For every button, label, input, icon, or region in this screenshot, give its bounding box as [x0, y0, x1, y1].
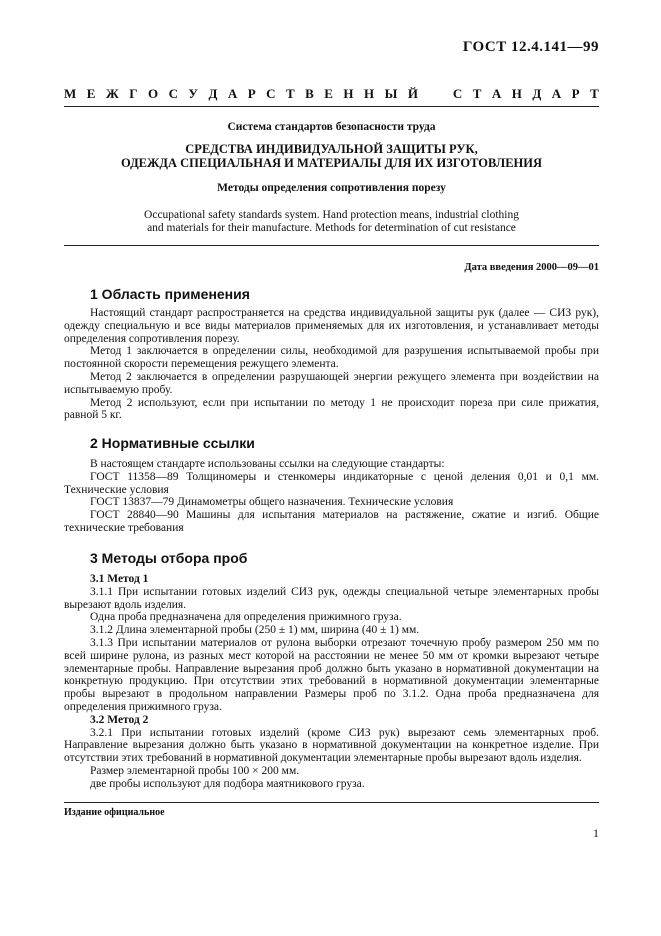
paragraph: 3.1.1 При испытании готовых изделий СИЗ рук, одежды специальной четыре элементарных пробы вырезают вдоль изделия. — [64, 585, 599, 611]
footer-rule — [64, 802, 599, 803]
banner-letter: М — [64, 86, 77, 101]
banner-letter: Е — [324, 86, 333, 101]
paragraph: Метод 1 заключается в определении силы, необходимой для разрушения испытываемой пробы при постоянной скорости перемещения режущего элемента. — [64, 345, 599, 371]
banner-letter: Й — [407, 86, 418, 101]
introduction-date: Дата введения 2000—09—01 — [464, 262, 599, 273]
banner-letter: Н — [343, 86, 354, 101]
banner-letter: Д — [208, 86, 218, 101]
paragraph: Размер элементарной пробы 100 × 200 мм. — [90, 764, 300, 777]
banner-letter: О — [147, 86, 159, 101]
interstate-standard-banner — [64, 86, 599, 102]
paragraph: В настоящем стандарте использованы ссылки на следующие стандарты: — [90, 458, 445, 470]
system-title: Система стандартов безопасности труда — [227, 121, 436, 133]
title-rule — [64, 245, 599, 246]
official-edition-note: Издание официальное — [64, 807, 165, 818]
banner-gap — [428, 86, 442, 102]
english-title — [64, 209, 599, 235]
banner-letter: Т — [590, 86, 599, 101]
section-2-body — [64, 458, 599, 535]
banner-letter: Ы — [384, 86, 398, 101]
banner-letter: Ж — [105, 86, 119, 101]
reference-item: ГОСТ 13837—79 Динамометры общего назначения. Технические условия — [90, 496, 454, 509]
main-title — [64, 142, 599, 170]
subtitle: Методы определения сопротивления порезу — [217, 182, 446, 194]
top-rule — [64, 106, 599, 107]
section-3-body — [64, 573, 599, 791]
paragraph: 3.1.2 Длина элементарной пробы (250 ± 1) мм, ширина (40 ± 1) мм. — [90, 624, 420, 637]
english-title-line: and materials for their manufacture. Methods for determination of cut resistance — [147, 222, 516, 234]
paragraph: две пробы используют для подбора маятникового груза. — [90, 777, 365, 790]
banner-letter: Р — [571, 86, 580, 101]
banner-letter: Т — [472, 86, 482, 101]
paragraph: Метод 2 используют, если при испытании по методу 1 не происходит пореза при силе прижатия, равной 5 кг. — [64, 396, 599, 422]
paragraph: Одна проба предназначена для определения прижимного груза. — [90, 611, 402, 624]
main-title-line: СРЕДСТВА ИНДИВИДУАЛЬНОЙ ЗАЩИТЫ РУК, — [185, 142, 478, 156]
paragraph: Метод 2 заключается в определении разрушающей энергии режущего элемента при воздействии на испытываемую пробу. — [64, 370, 599, 396]
banner-letter: Н — [364, 86, 375, 101]
banner-letter: В — [305, 86, 314, 101]
banner-letter: А — [227, 86, 238, 101]
subsection-heading: 3.1 Метод 1 — [90, 573, 149, 585]
section-3-heading: 3 Методы отбора проб — [90, 550, 248, 566]
banner-letter: Г — [129, 86, 138, 101]
section-1-body — [64, 307, 599, 422]
main-title-line: ОДЕЖДА СПЕЦИАЛЬНАЯ И МАТЕРИАЛЫ ДЛЯ ИХ ИЗГОТОВЛЕНИЯ — [120, 156, 543, 170]
paragraph: 3.2.1 При испытании готовых изделий (кроме СИЗ рук) вырезают семь элементарных проб. Направление вырезания должно быть указано в нормативной документации на конкретное изделие. При отсутствии этих требований в нормативной документации элементарные пробы вырезают вдоль изделия. — [64, 726, 599, 765]
banner-letter: Т — [286, 86, 295, 101]
subsection-heading: 3.2 Метод 2 — [90, 713, 149, 726]
banner-letter: Д — [532, 86, 542, 101]
paragraph: 3.1.3 При испытании материалов от рулона выборки отрезают точечную пробу размером 250 мм по всей ширине рулона, из разных мест которой на расстоянии не менее 50 мм от кромки вырезают четыре элементарные пробы. Направление вырезания проб должно быть указано в нормативной документации на конкретную продукцию. При отсутствии этих требований в нормативной документации элементарные пробы вырезают в продольном направлении Размеры проб по 3.1.2. Одна проба предназначена для определения прижимного груза. — [64, 636, 599, 713]
gost-number: ГОСТ 12.4.141—99 — [462, 39, 599, 55]
banner-letter: А — [491, 86, 502, 101]
section-2-heading: 2 Нормативные ссылки — [90, 435, 255, 451]
reference-item: ГОСТ 28840—90 Машины для испытания материалов на растяжение, сжатие и изгиб. Общие технические требования — [64, 509, 599, 534]
page-number: 1 — [593, 826, 599, 840]
banner-letter: С — [452, 86, 463, 101]
banner-letter: А — [551, 86, 562, 101]
english-title-line: Occupational safety standards system. Hand protection means, industrial clothing — [144, 209, 519, 221]
banner-letter: У — [188, 86, 198, 101]
paragraph: Настоящий стандарт распространяется на средства индивидуальной защиты рук (далее — СИЗ рук), одежду специальную и все виды материалов применяемых для их изготовления, и устанавливает методы определения сопротивления порезу. — [64, 307, 599, 345]
banner-letter: С — [266, 86, 276, 101]
section-1-heading: 1 Область применения — [90, 286, 250, 302]
banner-letter: С — [168, 86, 178, 101]
banner-letter: Р — [247, 86, 256, 101]
reference-item: ГОСТ 11358—89 Толщиномеры и стенкомеры индикаторные с ценой деления 0,01 и 0,1 мм. Технические условия — [64, 470, 599, 496]
banner-letter: Н — [511, 86, 522, 101]
banner-letter: Е — [86, 86, 96, 101]
